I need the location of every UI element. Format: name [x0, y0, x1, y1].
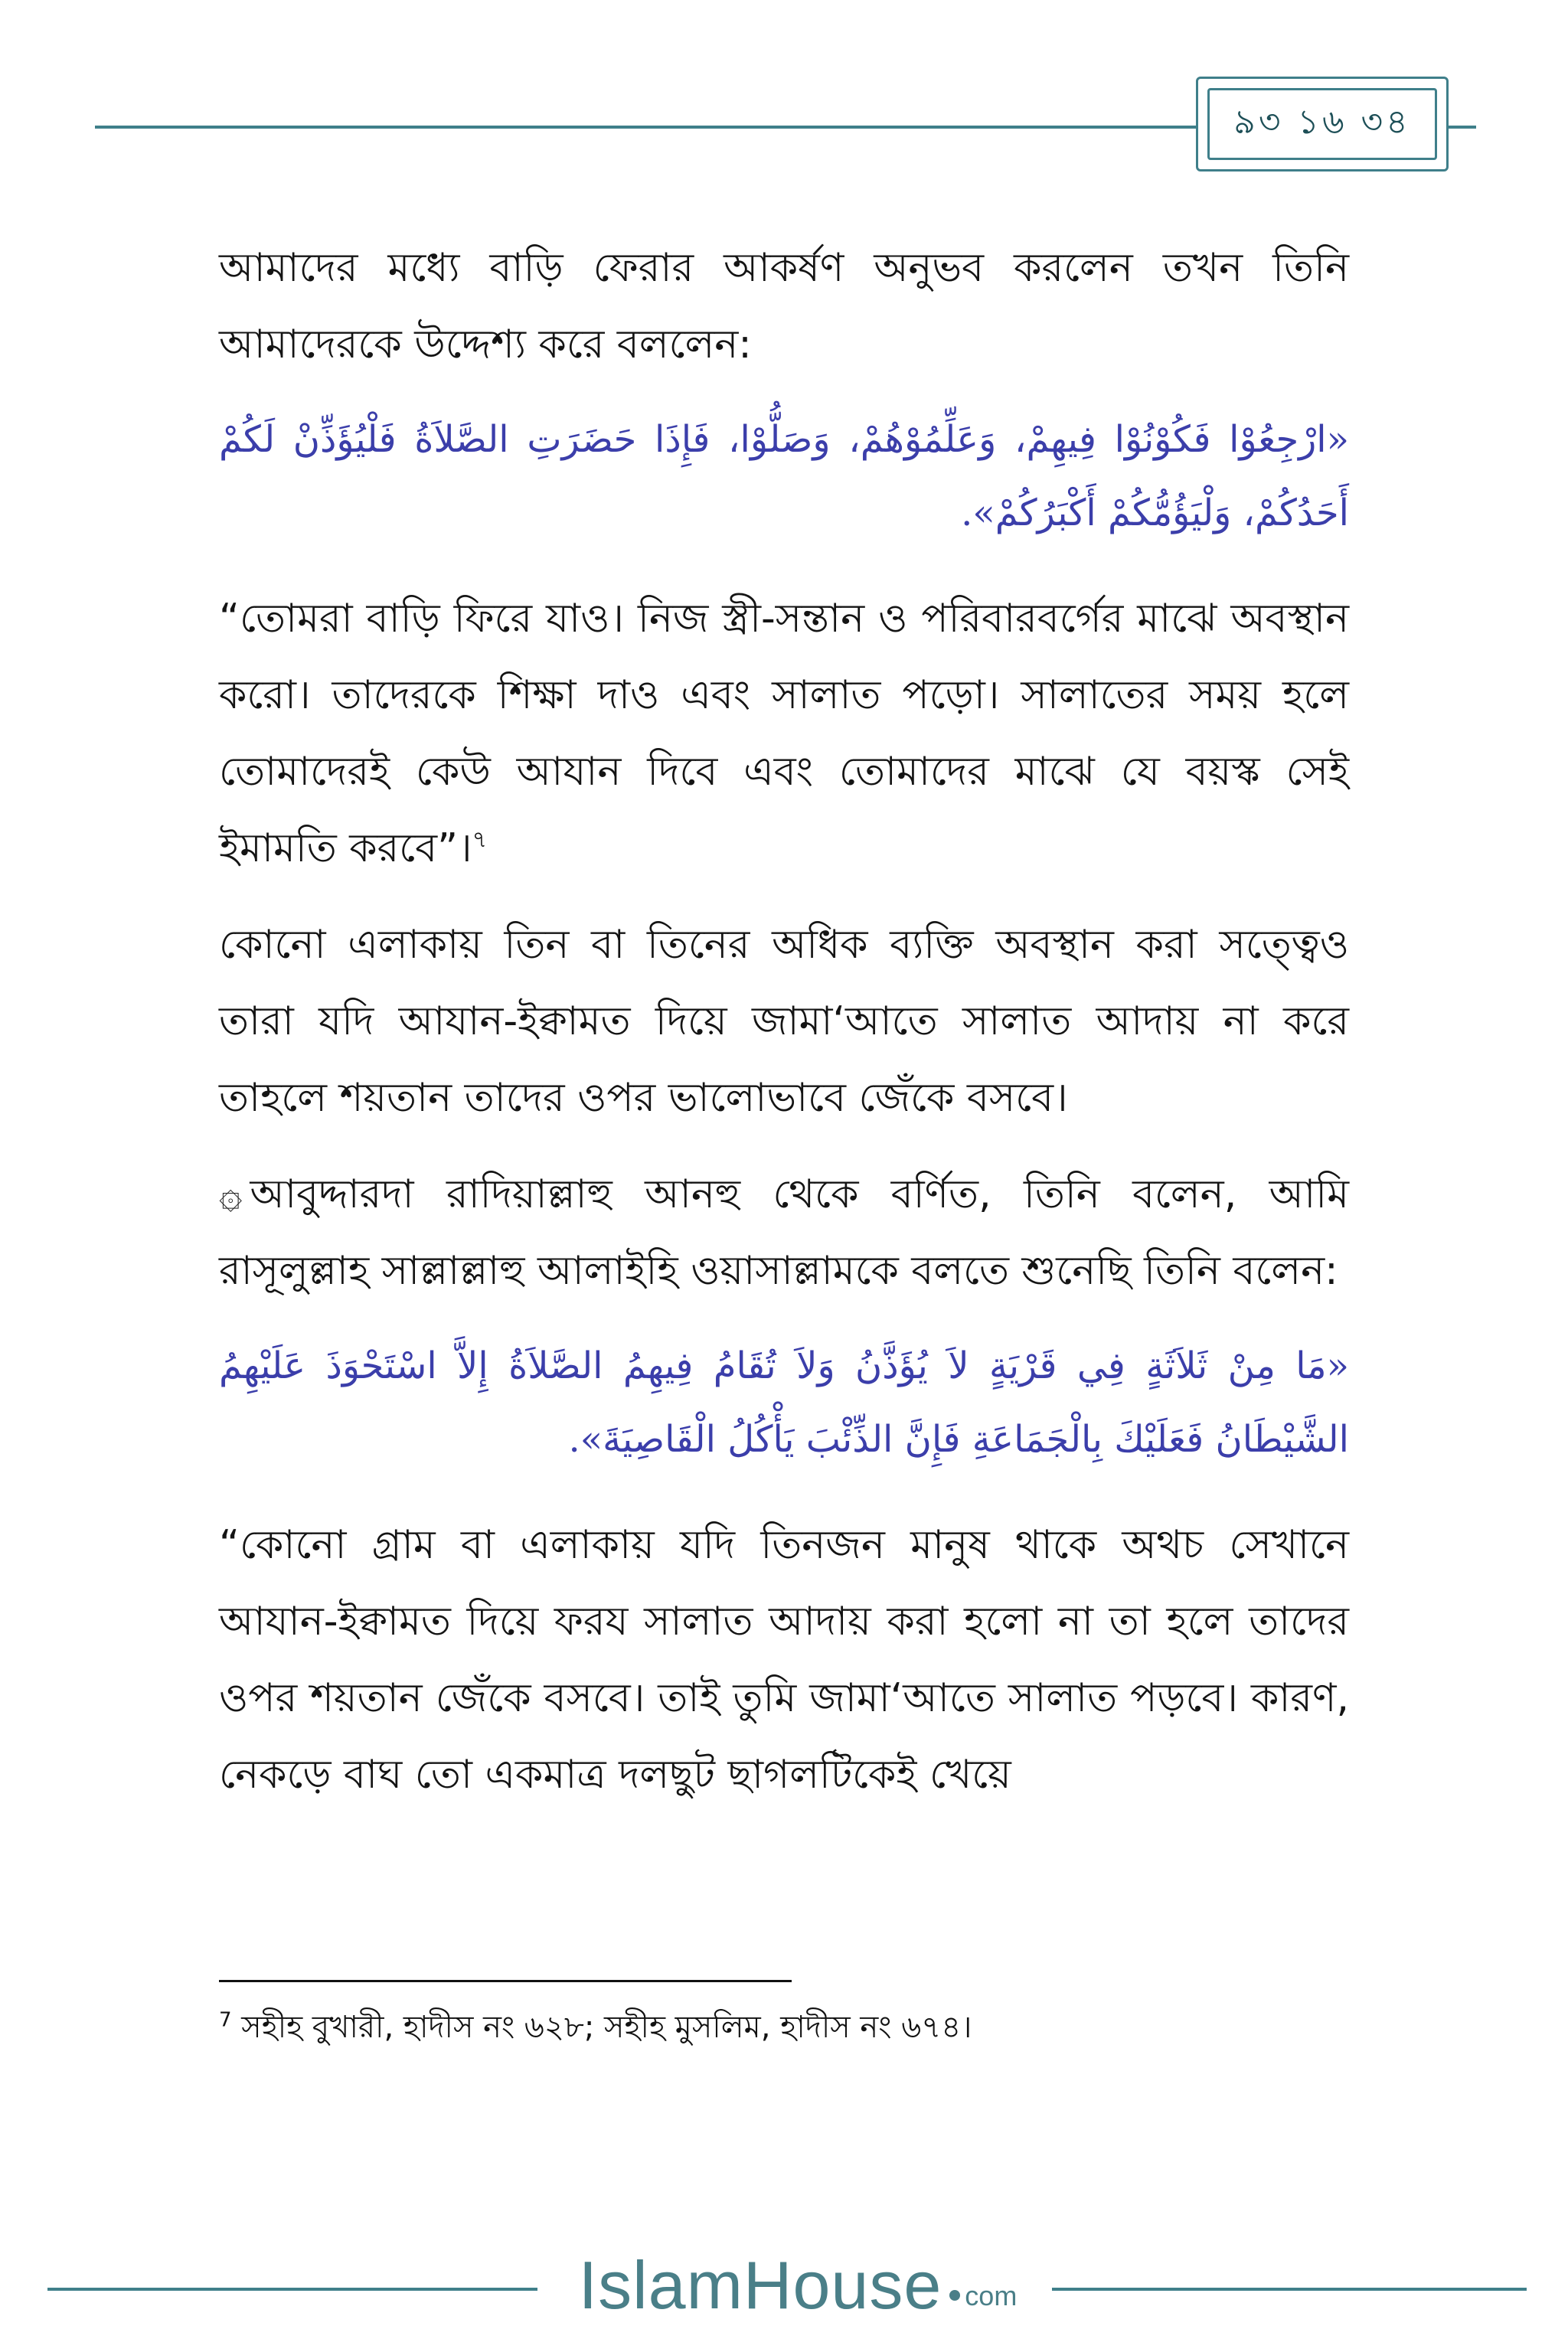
- brand-name: IslamHouse: [578, 2247, 942, 2323]
- arabic-hadith-2: «مَا مِنْ ثَلاَثَةٍ فِي قَرْيَةٍ لاَ يُؤَذَّنُ وَلاَ تُقَامُ فِيهِمُ الصَّلاَةُ إِلاَّ اسْتَحْوَذَ عَلَيْهِمُ الشَّيْطَانُ فَعَلَيْكَ بِالْجَمَاعَةِ فَإِنَّ الذِّئْبَ يَأْكُلُ الْقَاصِيَةَ».: [219, 1344, 1349, 1461]
- paragraph-explanation: কোনো এলাকায় তিন বা তিনের অধিক ব্যক্তি অবস্থান করা সত্ত্বেও তারা যদি আযান-ইক্বামত দিয়ে জামা‘আতে সালাত আদায় না করে তাহলে শয়তান তাদের ওপর ভালোভাবে জেঁকে বসবে।: [219, 922, 1349, 1121]
- paragraph-narration: [219, 1156, 1349, 1309]
- arabic-hadith-1: «ارْجِعُوْا فَكُوْنُوْا فِيهِمْ، وَعَلِّمُوْهُمْ، وَصَلُّوْا، فَإِذَا حَضَرَتِ الصَّلاَةُ فَلْيُؤَذِّنْ لَكُمْ أَحَدُكُمْ، وَلْيَؤُمُّكُمْ أَكْبَرُكُمْ».: [219, 418, 1349, 534]
- brand-dot-icon: [949, 2290, 960, 2301]
- footnote-marker: 7: [219, 2008, 232, 2032]
- footnote: [219, 2004, 1349, 2050]
- footer-line-right: [1052, 2288, 1527, 2291]
- footer-brand-logo[interactable]: [545, 2243, 1050, 2328]
- brand-tld: com: [965, 2280, 1018, 2311]
- ornament-icon: ۞: [219, 1171, 243, 1217]
- translation-1-text: “তোমরা বাড়ি ফিরে যাও। নিজ স্ত্রী-সন্তান ও পরিবারবর্গের মাঝে অবস্থান করো। তাদেরকে শিক্ষা দাও এবং সালাত পড়ো। সালাতের সময় হলে তোমাদেরই কেউ আযান দিবে এবং তোমাদের মাঝে যে বয়স্ক সেই ইমামতি করবে”।: [219, 596, 1349, 871]
- footer-line-left: [47, 2288, 537, 2291]
- footnote-text: সহীহ বুখারী, হাদীস নং ৬২৮; সহীহ মুসলিম, হাদীস নং ৬৭৪।: [241, 2010, 972, 2045]
- page-content: [219, 230, 1349, 1833]
- paragraph-intro: আমাদের মধ্যে বাড়ি ফেরার আকর্ষণ অনুভব করলেন তখন তিনি আমাদেরকে উদ্দেশ্য করে বললেন:: [219, 245, 1349, 368]
- paragraph-translation-1: [219, 580, 1349, 887]
- footnote-reference[interactable]: ৭: [472, 826, 488, 854]
- narration-text: আবুদ্দারদা রাদিয়াল্লাহু আনহু থেকে বর্ণিত, তিনি বলেন, আমি রাসূলুল্লাহ সাল্লাল্লাহু আলাইহি ওয়াসাল্লামকে বলতে শুনেছি তিনি বলেন:: [219, 1171, 1349, 1294]
- paragraph-translation-2: “কোনো গ্রাম বা এলাকায় যদি তিনজন মানুষ থাকে অথচ সেখানে আযান-ইক্বামত দিয়ে ফরয সালাত আদায় করা হলো না তা হলে তাদের ওপর শয়তান জেঁকে বসবে। তাই তুমি জামা‘আতে সালাত পড়বে। কারণ, নেকড়ে বাঘ তো একমাত্র দলছুট ছাগলটিকেই খেয়ে: [219, 1522, 1349, 1798]
- page-number-badge: [1196, 77, 1449, 172]
- footnote-divider: [219, 1980, 792, 1982]
- page-number: ৯৩ ১৬ ৩৪: [1207, 88, 1437, 160]
